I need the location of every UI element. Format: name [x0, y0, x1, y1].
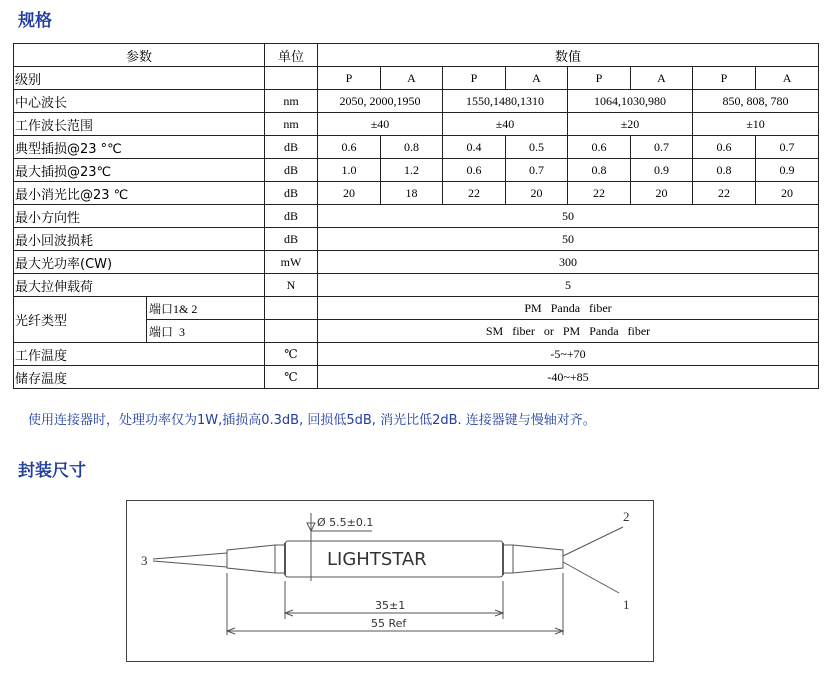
grade-cell: A [506, 67, 568, 90]
header-value: 数值 [318, 44, 819, 67]
grade-cell: P [443, 67, 506, 90]
table-row [14, 67, 819, 90]
table-row [14, 136, 819, 159]
unit-cell [265, 297, 318, 320]
value-cell: 0.5 [506, 136, 568, 159]
row-label: 最大拉伸载荷 [14, 274, 265, 297]
value-cell: 50 [318, 228, 819, 251]
value-cell: 0.6 [443, 159, 506, 182]
value-cell: 5 [318, 274, 819, 297]
unit-cell [265, 320, 318, 343]
section-heading-package: 封装尺寸 [18, 461, 86, 481]
table-row [14, 159, 819, 182]
value-cell: ±10 [693, 113, 819, 136]
unit-cell [265, 67, 318, 90]
row-label: 工作波长范围 [14, 113, 265, 136]
diameter-label: Ø 5.5±0.1 [317, 516, 374, 529]
value-cell: 0.6 [693, 136, 756, 159]
fiber-port1 [563, 562, 619, 593]
row-label: 储存温度 [14, 366, 265, 389]
table-row [14, 366, 819, 389]
table-row [14, 113, 819, 136]
value-cell: -5~+70 [318, 343, 819, 366]
fiber-port3-edge [153, 561, 227, 567]
row-label: 工作温度 [14, 343, 265, 366]
unit-cell: mW [265, 251, 318, 274]
right-boot [513, 545, 563, 573]
brand-label: LIGHTSTAR [327, 549, 427, 570]
value-cell: 0.9 [631, 159, 693, 182]
table-row [14, 251, 819, 274]
unit-cell: N [265, 274, 318, 297]
table-header-row [14, 44, 819, 67]
grade-cell: A [381, 67, 443, 90]
value-cell: -40~+85 [318, 366, 819, 389]
value-cell: 20 [631, 182, 693, 205]
row-label: 最小方向性 [14, 205, 265, 228]
body-length-label: 35±1 [375, 599, 406, 612]
value-cell: PM Panda fiber [318, 297, 819, 320]
unit-cell: nm [265, 90, 318, 113]
fiber-port2 [563, 527, 623, 556]
unit-cell: ℃ [265, 366, 318, 389]
unit-cell: dB [265, 136, 318, 159]
port1-label: 1 [623, 597, 630, 612]
total-length-label: 55 Ref [371, 617, 407, 630]
row-label: 中心波长 [14, 90, 265, 113]
section-heading-specs: 规格 [18, 11, 52, 31]
row-label: 最小消光比@23 ℃ [14, 182, 265, 205]
value-cell: 0.7 [631, 136, 693, 159]
value-cell: 0.8 [693, 159, 756, 182]
row-label: 最小回波损耗 [14, 228, 265, 251]
value-cell: 850, 808, 780 [693, 90, 819, 113]
value-cell: ±40 [318, 113, 443, 136]
value-cell: ±20 [568, 113, 693, 136]
row-label: 最大光功率(CW) [14, 251, 265, 274]
value-cell: 0.8 [381, 136, 443, 159]
value-cell: 2050, 2000,1950 [318, 90, 443, 113]
value-cell: 0.7 [506, 159, 568, 182]
value-cell: 20 [506, 182, 568, 205]
row-label: 级别 [14, 67, 265, 90]
value-cell: 1.2 [381, 159, 443, 182]
value-cell: ±40 [443, 113, 568, 136]
table-row [14, 205, 819, 228]
unit-cell: dB [265, 159, 318, 182]
value-cell: 0.7 [756, 136, 819, 159]
connector-note: 使用连接器时，处理功率仅为1W,插损高0.3dB, 回损低5dB, 消光比低2dB. 连接器键与慢轴对齐。 [28, 413, 596, 428]
header-param: 参数 [14, 44, 265, 67]
spec-table [13, 43, 819, 389]
value-cell: 22 [568, 182, 631, 205]
header-unit: 单位 [265, 44, 318, 67]
unit-cell: dB [265, 205, 318, 228]
table-row [14, 297, 819, 320]
sub-label: 端口 3 [147, 320, 265, 343]
value-cell: 50 [318, 205, 819, 228]
table-row [14, 182, 819, 205]
row-label: 典型插损@23 °℃ [14, 136, 265, 159]
value-cell: 1064,1030,980 [568, 90, 693, 113]
value-cell: 22 [693, 182, 756, 205]
table-row [14, 274, 819, 297]
grade-cell: A [631, 67, 693, 90]
grade-cell: P [318, 67, 381, 90]
left-boot [227, 545, 275, 573]
value-cell: 22 [443, 182, 506, 205]
grade-cell: A [756, 67, 819, 90]
value-cell: 0.6 [318, 136, 381, 159]
row-label: 最大插损@23℃ [14, 159, 265, 182]
port3-label: 3 [141, 553, 148, 568]
value-cell: 1550,1480,1310 [443, 90, 568, 113]
port2-label: 2 [623, 509, 630, 524]
unit-cell: nm [265, 113, 318, 136]
table-row [14, 90, 819, 113]
value-cell: 0.4 [443, 136, 506, 159]
value-cell: 0.8 [568, 159, 631, 182]
table-row [14, 228, 819, 251]
value-cell: 0.6 [568, 136, 631, 159]
grade-cell: P [693, 67, 756, 90]
value-cell: 300 [318, 251, 819, 274]
unit-cell: dB [265, 228, 318, 251]
value-cell: 0.9 [756, 159, 819, 182]
package-drawing-svg [127, 501, 653, 661]
value-cell: 18 [381, 182, 443, 205]
row-label: 光纤类型 [14, 297, 147, 343]
unit-cell: ℃ [265, 343, 318, 366]
package-drawing [126, 500, 654, 662]
sub-label: 端口1& 2 [147, 297, 265, 320]
value-cell: 1.0 [318, 159, 381, 182]
fiber-port3 [153, 553, 227, 559]
value-cell: SM fiber or PM Panda fiber [318, 320, 819, 343]
value-cell: 20 [756, 182, 819, 205]
table-row [14, 343, 819, 366]
unit-cell: dB [265, 182, 318, 205]
value-cell: 20 [318, 182, 381, 205]
grade-cell: P [568, 67, 631, 90]
